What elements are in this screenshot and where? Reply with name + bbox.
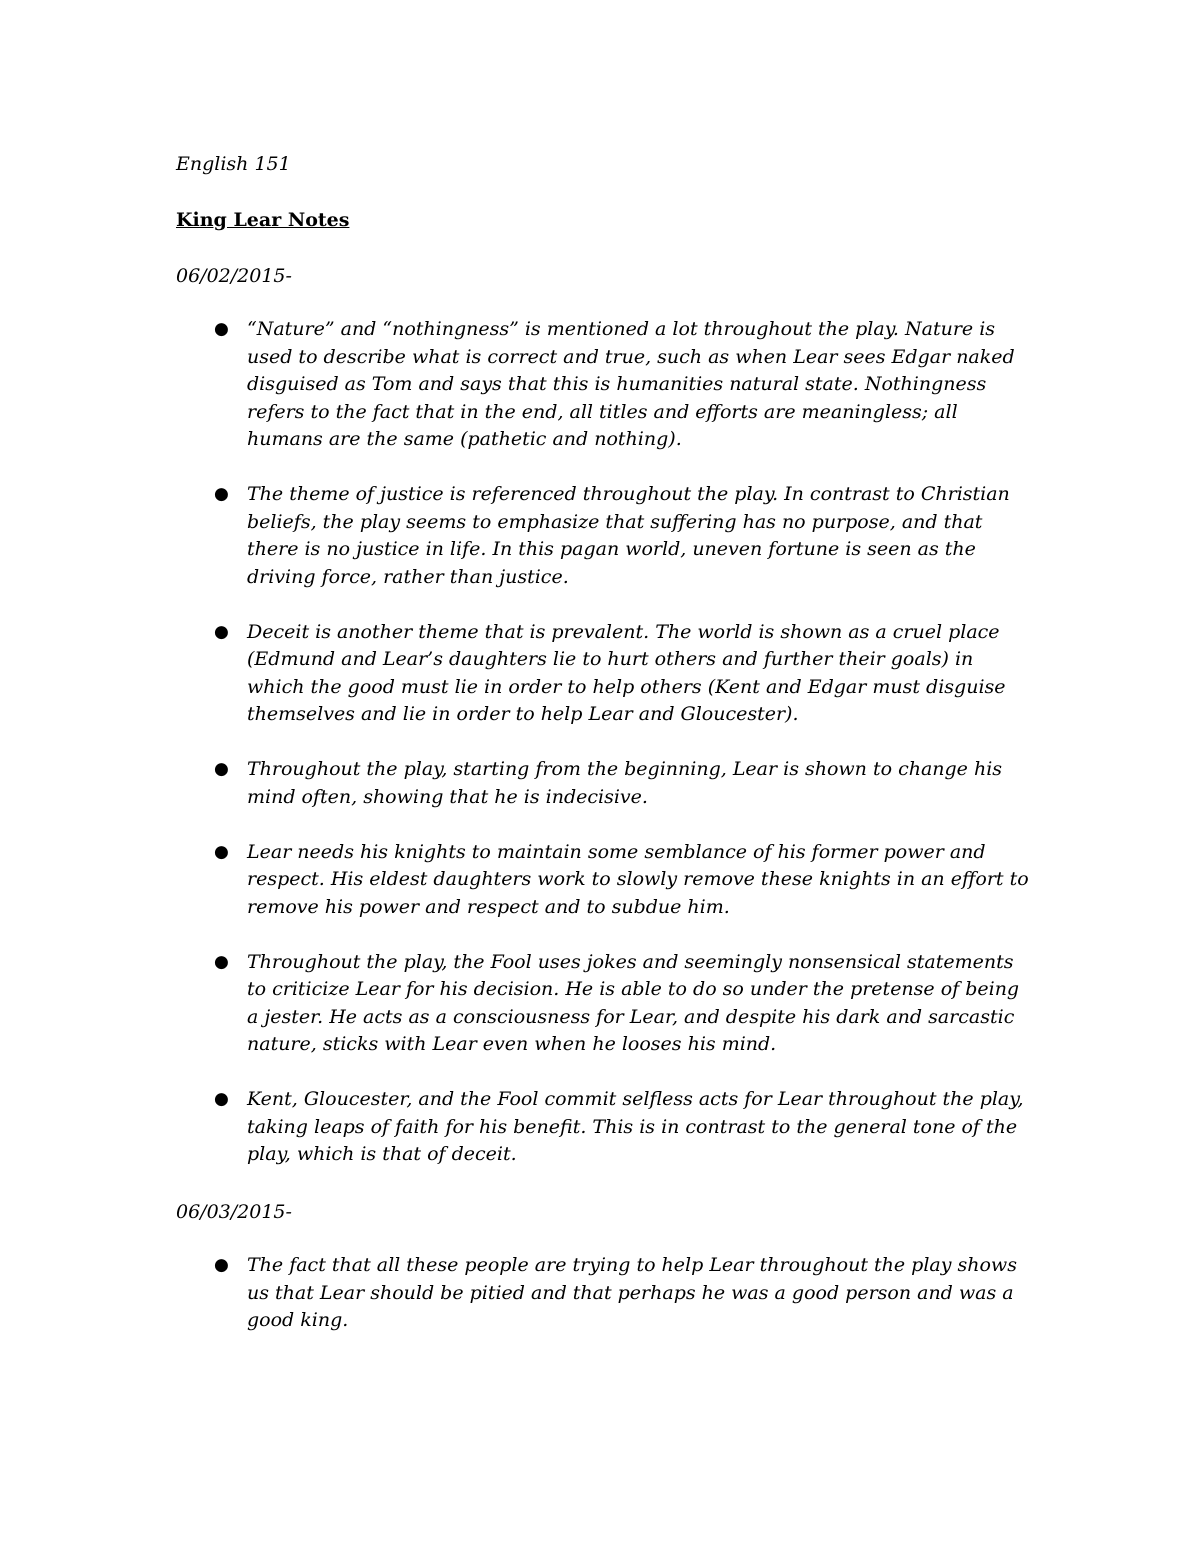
bullet-icon: ● — [214, 319, 229, 339]
list-item — [176, 756, 1036, 811]
list-item — [176, 619, 1036, 729]
course-name: English 151 — [176, 153, 291, 175]
note-text: Throughout the play, the Fool uses jokes and seemingly nonsensical statements to criticize Lear for his decision. He is able to do so under the pretense of being a jester. He acts as a consciousness for Lear, and despite his dark and sarcastic nature, sticks with Lear even when he looses his mind. — [247, 950, 1020, 1055]
bullet-icon: ● — [214, 484, 229, 504]
list-item — [176, 949, 1036, 1059]
note-text: Throughout the play, starting from the beginning, Lear is shown to change his mind often, showing that he is indecisive. — [247, 758, 1003, 808]
notes-list — [176, 316, 1036, 1196]
note-text: Lear needs his knights to maintain some semblance of his former power and respect. His eldest daughters work to slowly remove these knights in an effort to remove his power and respect and to subdue him. — [247, 840, 1029, 918]
list-item — [176, 839, 1036, 922]
section-date: 06/03/2015- — [176, 1201, 292, 1223]
document-title: King Lear Notes — [176, 209, 350, 231]
note-text: Kent, Gloucester, and the Fool commit selfless acts for Lear throughout the play, taking leaps of faith for his benefit. This is in contrast to the general tone of the play, which is that of deceit. — [247, 1088, 1024, 1165]
note-text: The fact that all these people are trying to help Lear throughout the play shows us that Lear should be pitied and that perhaps he was a good person and was a good king. — [247, 1254, 1017, 1331]
section-date: 06/02/2015- — [176, 265, 292, 287]
bullet-icon: ● — [214, 1255, 229, 1275]
list-item — [176, 481, 1036, 591]
note-text: “Nature” and “nothingness” is mentioned a lot throughout the play. Nature is used to describe what is correct and true, such as when Lear sees Edgar naked disguised as Tom and says that this is humanities natural state. Nothingness refers to the fact that in the end, all titles and efforts are meaningless; all humans are the same (pathetic and nothing). — [247, 318, 1015, 450]
bullet-icon: ● — [214, 1089, 229, 1109]
bullet-icon: ● — [214, 951, 229, 972]
bullet-icon: ● — [214, 841, 229, 862]
bullet-icon: ● — [214, 759, 229, 779]
list-item — [176, 1086, 1036, 1169]
list-item — [176, 316, 1036, 454]
list-item — [176, 1252, 1036, 1335]
note-text: Deceit is another theme that is prevalent. The world is shown as a cruel place (Edmund and Lear’s daughters lie to hurt others and further their goals) in which the good must lie in order to help others (Kent and Edgar must disguise themselves and lie in order to help Lear and Gloucester). — [247, 620, 1006, 725]
note-text: The theme of justice is referenced throughout the play. In contrast to Christian beliefs, the play seems to emphasize that suffering has no purpose, and that there is no justice in life. In this pagan world, uneven fortune is seen as the driving force, rather than justice. — [247, 483, 1010, 588]
notes-list — [176, 1252, 1036, 1362]
bullet-icon: ● — [214, 621, 229, 642]
